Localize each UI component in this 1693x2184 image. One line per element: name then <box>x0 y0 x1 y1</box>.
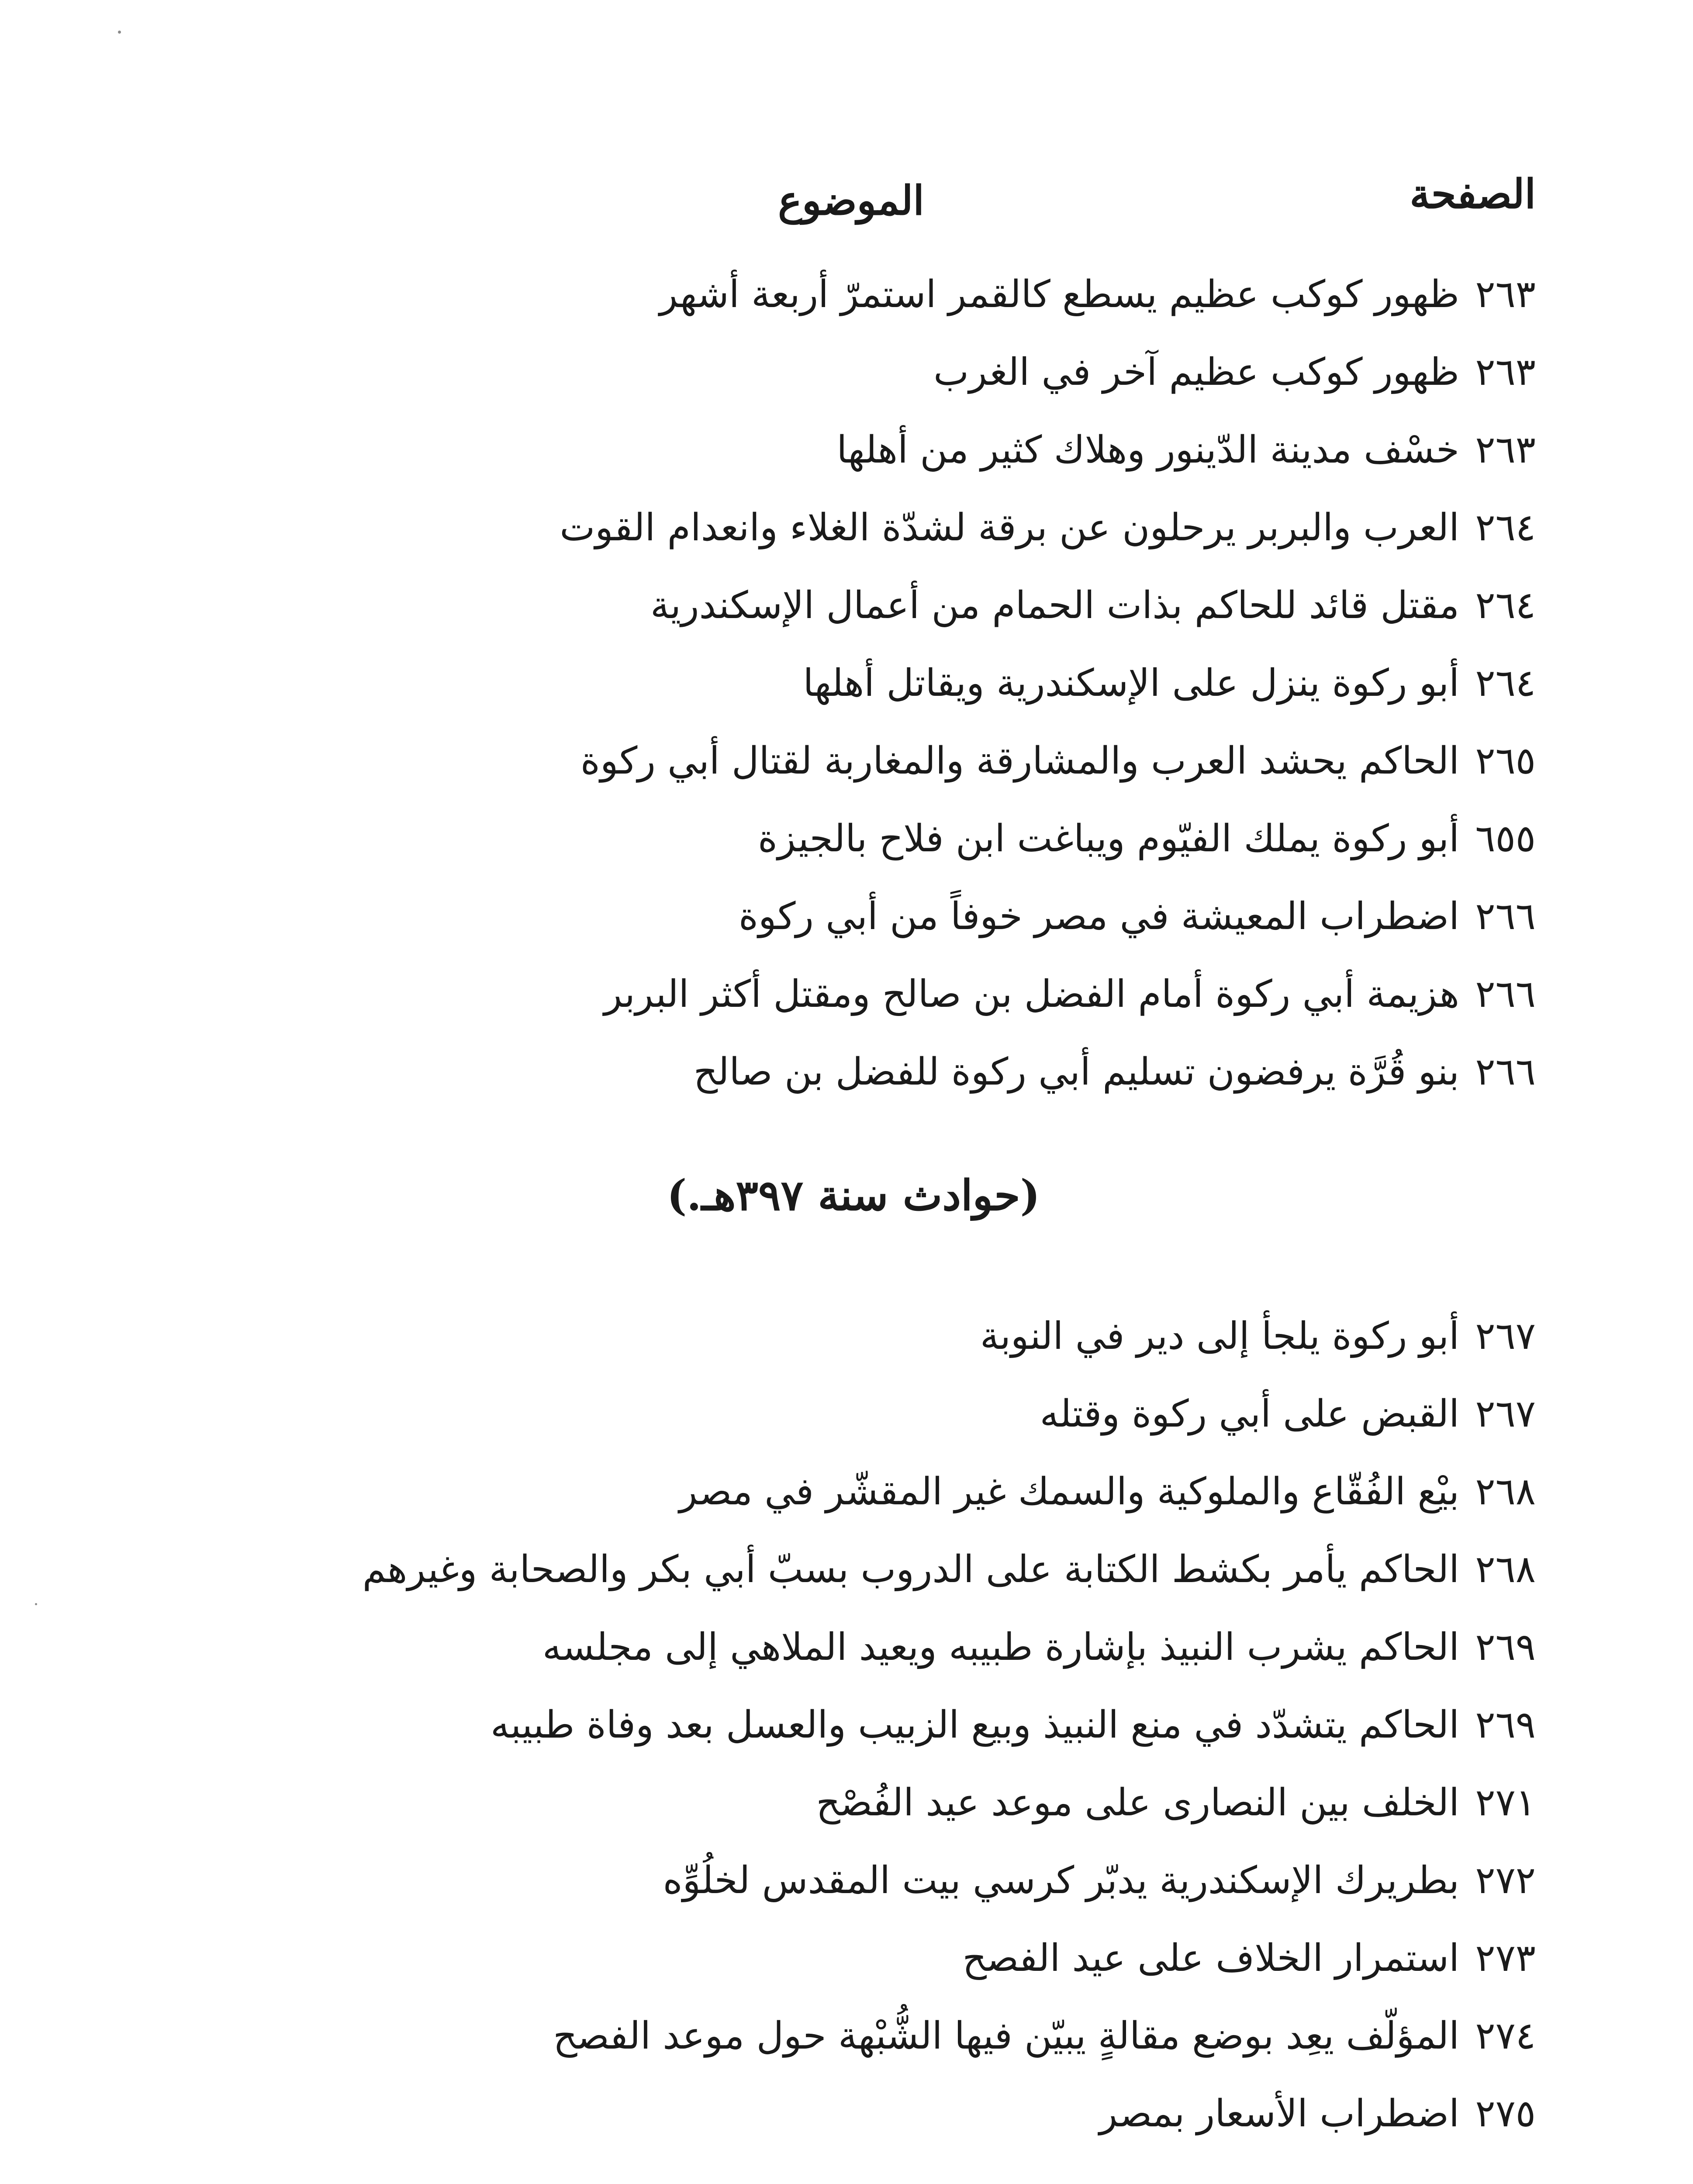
entry-topic: اضطراب المعيشة في مصر خوفاً من أبي ركوة <box>739 895 1459 938</box>
entry-page-number: ٢٦٨ <box>1475 1548 1536 1591</box>
entry-page-number: ٦٥٥ <box>1475 817 1536 860</box>
entry-page-number: ٢٦٨ <box>1475 1470 1536 1514</box>
entry-topic: المؤلّف يعِد بوضع مقالةٍ يبيّن فيها الشُّبْهة حول موعد الفصح <box>553 2014 1459 2058</box>
entry-page-number: ٢٦٤ <box>1475 506 1536 549</box>
entry-page-number: ٢٦٧ <box>1475 1314 1536 1358</box>
entry-page-number: ٢٦٦ <box>1475 972 1536 1016</box>
index-entry <box>138 1537 1536 1602</box>
entry-topic: الحاكم يتشدّد في منع النبيذ وبيع الزبيب والعسل بعد وفاة طبيبه <box>491 1703 1459 1747</box>
entry-page-number: ٢٦٣ <box>1475 428 1536 472</box>
index-entry <box>138 418 1536 482</box>
entry-topic: استمرار الخلاف على عيد الفصح <box>962 1936 1459 1980</box>
index-entry <box>138 1040 1536 1104</box>
entry-topic: أبو ركوة ينزل على الإسكندرية ويقاتل أهلها <box>803 661 1459 705</box>
ink-speck <box>35 1603 37 1605</box>
entry-page-number: ٢٧٥ <box>1475 2092 1536 2136</box>
index-entry <box>138 1693 1536 1757</box>
entry-topic: الحاكم يشرب النبيذ بإشارة طبيبه ويعيد الملاهي إلى مجلسه <box>542 1625 1459 1669</box>
entry-page-number: ٢٦٦ <box>1475 895 1536 938</box>
index-entry <box>138 2004 1536 2068</box>
entry-page-number: ٢٦٩ <box>1475 1625 1536 1669</box>
index-entry <box>138 962 1536 1026</box>
index-entry <box>138 884 1536 949</box>
index-entry <box>138 340 1536 404</box>
index-entry <box>138 1382 1536 1446</box>
index-entry <box>138 495 1536 560</box>
entry-page-number: ٢٦٤ <box>1475 584 1536 627</box>
index-entry <box>138 1304 1536 1368</box>
entry-topic: العرب والبربر يرحلون عن برقة لشدّة الغلاء وانعدام القوت <box>560 506 1459 549</box>
entry-page-number: ٢٦٦ <box>1475 1050 1536 1094</box>
index-entry <box>138 1459 1536 1524</box>
entry-topic: الخلف بين النصارى على موعد عيد الفُصْح <box>816 1781 1459 1825</box>
entry-topic: أبو ركوة يلجأ إلى دير في النوبة <box>980 1314 1459 1358</box>
entry-topic: أبو ركوة يملك الفيّوم ويباغت ابن فلاح بالجيزة <box>758 817 1459 860</box>
index-entry <box>138 729 1536 793</box>
entry-page-number: ٢٦٥ <box>1475 739 1536 783</box>
index-entry <box>138 1615 1536 1679</box>
entry-topic: القبض على أبي ركوة وقتله <box>1040 1392 1459 1436</box>
index-entries-before <box>138 262 1536 1117</box>
index-entry <box>138 262 1536 327</box>
entry-topic: اضطراب الأسعار بمصر <box>1099 2092 1459 2136</box>
page-column-header: الصفحة <box>1410 170 1536 218</box>
entry-page-number: ٢٦٣ <box>1475 273 1536 316</box>
entry-topic: خسْف مدينة الدّينور وهلاك كثير من أهلها <box>836 428 1459 472</box>
entry-page-number: ٢٧٤ <box>1475 2014 1536 2058</box>
entry-page-number: ٢٦٣ <box>1475 350 1536 394</box>
entry-topic: الحاكم يأمر بكشط الكتابة على الدروب بسبّ أبي بكر والصحابة وغيرهم <box>362 1548 1459 1591</box>
entry-page-number: ٢٧٣ <box>1475 1936 1536 1980</box>
index-entries-after <box>138 1304 1536 2159</box>
section-heading: (حوادث سنة ٣٩٧هـ.) <box>667 1171 1040 1220</box>
entry-topic: بطريرك الإسكندرية يدبّر كرسي بيت المقدس لخلُوِّه <box>663 1859 1459 1902</box>
entry-page-number: ٢٧١ <box>1475 1781 1536 1825</box>
entry-topic: هزيمة أبي ركوة أمام الفضل بن صالح ومقتل أكثر البربر <box>604 972 1459 1016</box>
entry-topic: بيْع الفُقّاع والملوكية والسمك غير المقشّر في مصر <box>679 1470 1459 1514</box>
entry-topic: بنو قُرَّة يرفضون تسليم أبي ركوة للفضل بن صالح <box>693 1050 1459 1094</box>
index-entry <box>138 1770 1536 1835</box>
index-entry <box>138 1926 1536 1990</box>
index-entry <box>138 806 1536 871</box>
ink-speck <box>118 31 121 34</box>
entry-topic: ظهور كوكب عظيم يسطع كالقمر استمرّ أربعة أشهر <box>659 273 1459 316</box>
index-entry <box>138 651 1536 715</box>
entry-page-number: ٢٦٧ <box>1475 1392 1536 1436</box>
index-entry <box>138 573 1536 638</box>
entry-topic: ظهور كوكب عظيم آخر في الغرب <box>933 350 1459 394</box>
topic-column-header: الموضوع <box>778 177 924 224</box>
entry-page-number: ٢٦٩ <box>1475 1703 1536 1747</box>
entry-page-number: ٢٦٤ <box>1475 661 1536 705</box>
index-entry <box>138 2081 1536 2146</box>
entry-page-number: ٢٧٢ <box>1475 1859 1536 1902</box>
entry-topic: الحاكم يحشد العرب والمشارقة والمغاربة لقتال أبي ركوة <box>580 739 1459 783</box>
entry-topic: مقتل قائد للحاكم بذات الحمام من أعمال الإسكندرية <box>650 584 1459 627</box>
index-entry <box>138 1848 1536 1913</box>
